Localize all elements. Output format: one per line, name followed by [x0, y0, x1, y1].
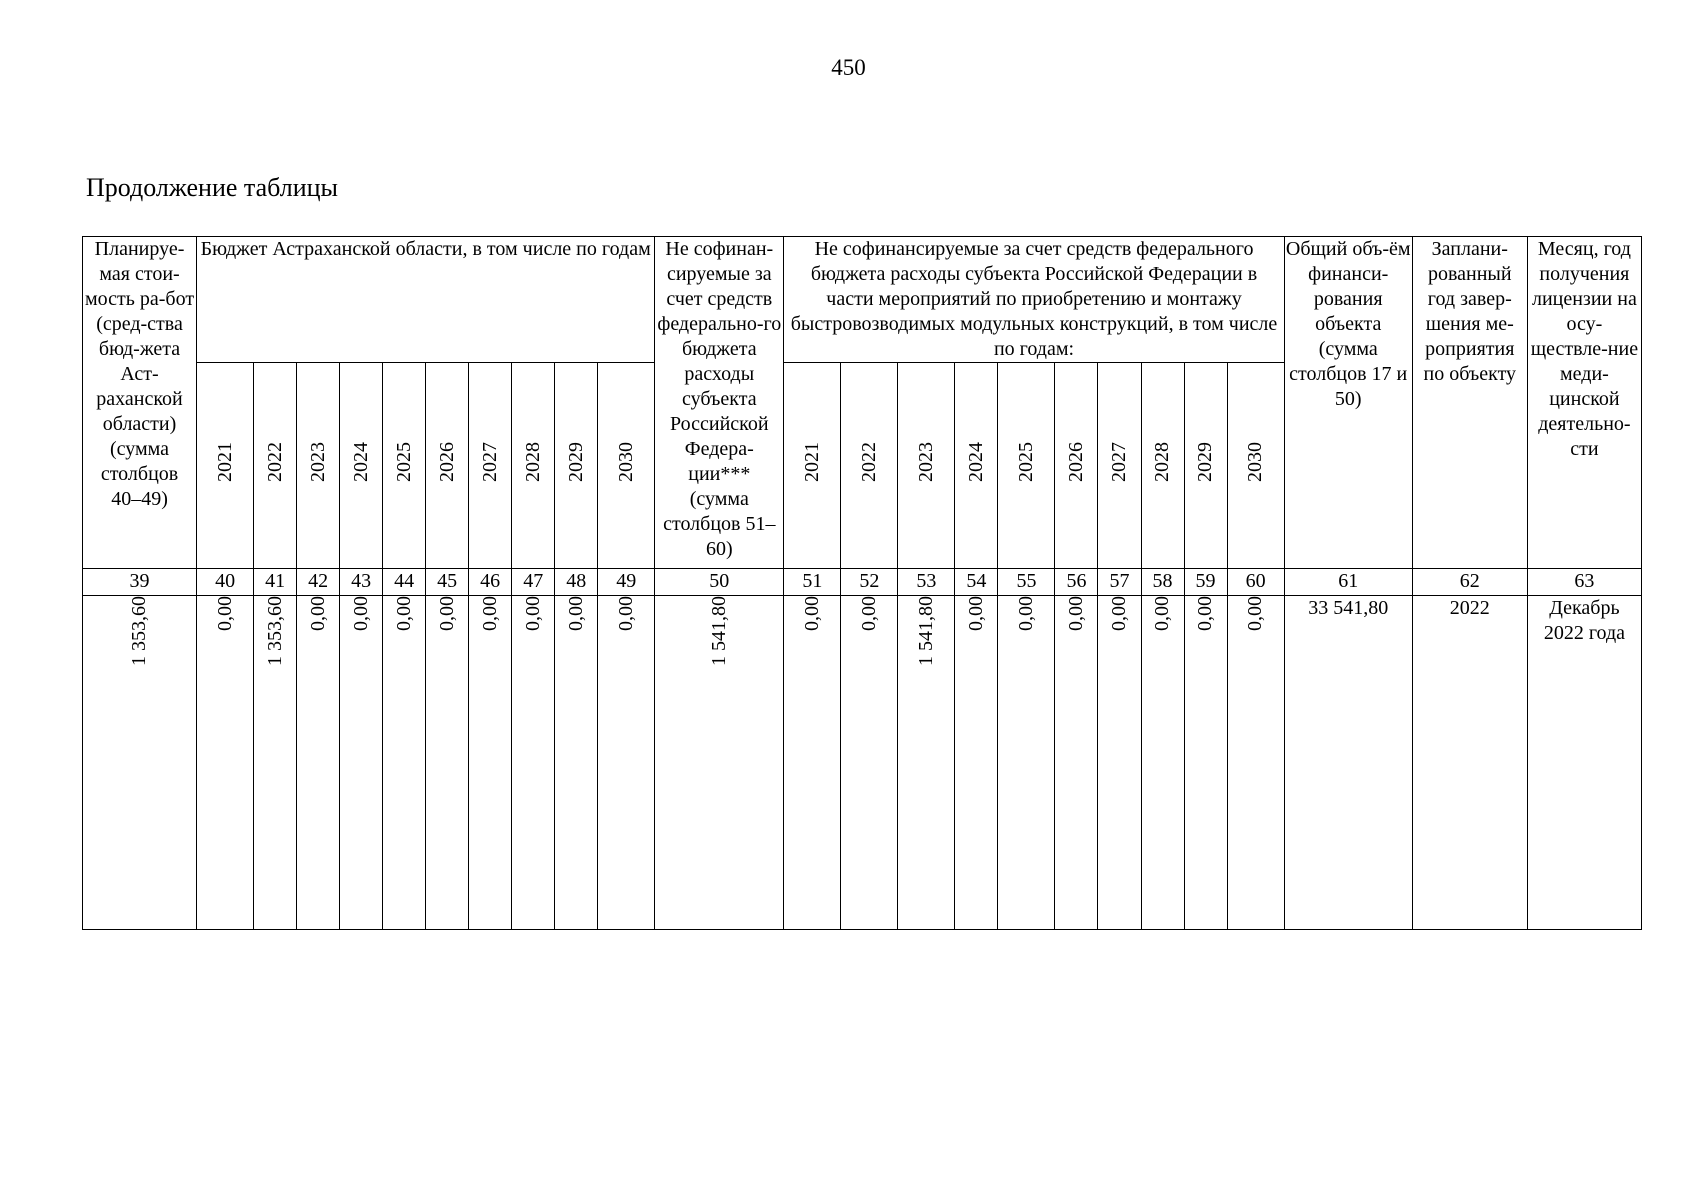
value-text: 0,00 — [964, 595, 987, 631]
column-number: 59 — [1184, 569, 1227, 595]
modular-year-value — [1141, 595, 1184, 930]
year-label: 2024 — [349, 442, 372, 483]
value-text: 0,00 — [521, 595, 544, 631]
year-header-cell — [1141, 363, 1184, 569]
column-number: 47 — [512, 569, 555, 595]
year-header-cell — [1227, 363, 1284, 569]
header-planned-cost: Планируе-мая стои-мость ра-бот (сред-ства бюд-жета Аст-раханской области) (сумма столбцов 40–49) — [83, 237, 197, 569]
year-header-cell — [197, 363, 254, 569]
value-text: 1 541,80 — [914, 595, 937, 666]
column-number: 51 — [784, 569, 841, 595]
regional-year-value — [254, 595, 297, 930]
column-number: 60 — [1227, 569, 1284, 595]
value-text: 1 353,60 — [128, 595, 151, 666]
column-number: 55 — [998, 569, 1055, 595]
value-text: 0,00 — [800, 595, 823, 631]
regional-year-value — [383, 595, 426, 930]
column-number: 41 — [254, 569, 297, 595]
regional-year-value — [555, 595, 598, 930]
column-number: 56 — [1055, 569, 1098, 595]
column-number: 58 — [1141, 569, 1184, 595]
modular-year-value — [1184, 595, 1227, 930]
value-text: 0,00 — [392, 595, 415, 631]
table-caption: Продолжение таблицы — [86, 173, 338, 202]
planned-year-value: 2022 — [1412, 595, 1527, 930]
column-number: 50 — [655, 569, 784, 595]
regional-year-value — [426, 595, 469, 930]
year-header-cell — [1098, 363, 1141, 569]
value-text: 0,00 — [857, 595, 880, 631]
value-text: 0,00 — [435, 595, 458, 631]
financing-table — [82, 236, 1642, 930]
year-header-cell — [469, 363, 512, 569]
year-header-cell — [898, 363, 955, 569]
value-text: 0,00 — [1194, 595, 1217, 631]
year-header-cell — [955, 363, 998, 569]
header-total-volume: Общий объ-ём финанси-рования объекта (сумма столбцов 17 и 50) — [1284, 237, 1412, 569]
value-text: 0,00 — [478, 595, 501, 631]
value-text: 0,00 — [306, 595, 329, 631]
modular-year-value — [841, 595, 898, 930]
modular-year-value — [784, 595, 841, 930]
header-not-cofinanced-modular: Не софинансируемые за счет средств федерального бюджета расходы субъекта Российской Федерации в части мероприятий по приобретению и монтажу быстровозводимых модульных конструкций, в том числе по годам: — [784, 237, 1284, 363]
year-header-cell — [340, 363, 383, 569]
year-header-cell — [841, 363, 898, 569]
regional-year-value — [297, 595, 340, 930]
header-planned-year: Заплани-рованный год завер-шения ме-роприятия по объекту — [1412, 237, 1527, 569]
column-number: 53 — [898, 569, 955, 595]
year-header-cell — [426, 363, 469, 569]
year-label: 2025 — [392, 442, 415, 483]
regional-year-value — [469, 595, 512, 930]
column-number: 61 — [1284, 569, 1412, 595]
column-number: 46 — [469, 569, 512, 595]
column-number: 49 — [598, 569, 655, 595]
year-label: 2022 — [263, 442, 286, 483]
column-number: 57 — [1098, 569, 1141, 595]
total-volume-value: 33 541,80 — [1284, 595, 1412, 930]
modular-year-value — [1227, 595, 1284, 930]
page-number: 450 — [831, 55, 866, 80]
column-number: 52 — [841, 569, 898, 595]
year-header-cell — [254, 363, 297, 569]
regional-year-value — [512, 595, 555, 930]
header-regional-budget: Бюджет Астраханской области, в том числе по годам — [197, 237, 655, 363]
year-label: 2027 — [478, 442, 501, 483]
value-text: 0,00 — [614, 595, 637, 631]
year-header-cell — [784, 363, 841, 569]
year-label: 2029 — [1194, 442, 1217, 483]
year-label: 2026 — [1064, 442, 1087, 483]
value-text: 0,00 — [1244, 595, 1267, 631]
year-label: 2026 — [435, 442, 458, 483]
year-label: 2021 — [213, 442, 236, 483]
year-header-cell — [998, 363, 1055, 569]
value-text: 0,00 — [1151, 595, 1173, 631]
license-month-value: Декабрь 2022 года — [1527, 595, 1641, 930]
column-number: 45 — [426, 569, 469, 595]
column-number: 42 — [297, 569, 340, 595]
not-cofinanced-value — [655, 595, 784, 930]
year-label: 2028 — [1151, 442, 1173, 483]
value-text: 0,00 — [564, 595, 587, 631]
table-row — [83, 595, 1642, 930]
year-label: 2021 — [800, 442, 823, 483]
column-number: 54 — [955, 569, 998, 595]
year-header-cell — [1184, 363, 1227, 569]
value-text: 0,00 — [213, 595, 236, 631]
regional-year-value — [340, 595, 383, 930]
header-row — [83, 237, 1642, 363]
value-text: 0,00 — [1014, 595, 1037, 631]
value-text: 1 541,80 — [707, 595, 730, 666]
year-label: 2030 — [1244, 442, 1267, 483]
year-label: 2028 — [521, 442, 544, 483]
column-number: 44 — [383, 569, 426, 595]
column-number: 63 — [1527, 569, 1641, 595]
value-text: 0,00 — [1107, 595, 1130, 631]
year-header-cell — [512, 363, 555, 569]
header-not-cofinanced: Не софинан-сируемые за счет средств федерально-го бюджета расходы субъекта Российской Федера-ции*** (сумма столбцов 51–60) — [655, 237, 784, 569]
regional-year-value — [598, 595, 655, 930]
year-header-cell — [297, 363, 340, 569]
column-number: 43 — [340, 569, 383, 595]
year-label: 2025 — [1014, 442, 1037, 483]
column-number: 39 — [83, 569, 197, 595]
value-text: 1 353,60 — [263, 595, 286, 666]
year-header-cell — [598, 363, 655, 569]
modular-year-value — [955, 595, 998, 930]
header-license-month: Месяц, год получения лицензии на осу-ществле-ние меди-цинской деятельно-сти — [1527, 237, 1641, 569]
modular-year-value — [898, 595, 955, 930]
planned-cost-value — [83, 595, 197, 930]
column-number: 62 — [1412, 569, 1527, 595]
year-label: 2027 — [1107, 442, 1130, 483]
year-label: 2024 — [964, 442, 987, 483]
year-label: 2023 — [914, 442, 937, 483]
modular-year-value — [1098, 595, 1141, 930]
value-text: 0,00 — [1064, 595, 1087, 631]
column-number-row — [83, 569, 1642, 595]
regional-year-value — [197, 595, 254, 930]
modular-year-value — [1055, 595, 1098, 930]
modular-year-value — [998, 595, 1055, 930]
column-number: 48 — [555, 569, 598, 595]
year-label: 2022 — [857, 442, 880, 483]
value-text: 0,00 — [349, 595, 372, 631]
year-header-cell — [1055, 363, 1098, 569]
year-label: 2029 — [564, 442, 587, 483]
year-header-cell — [383, 363, 426, 569]
year-label: 2030 — [614, 442, 637, 483]
year-header-cell — [555, 363, 598, 569]
column-number: 40 — [197, 569, 254, 595]
year-label: 2023 — [306, 442, 329, 483]
